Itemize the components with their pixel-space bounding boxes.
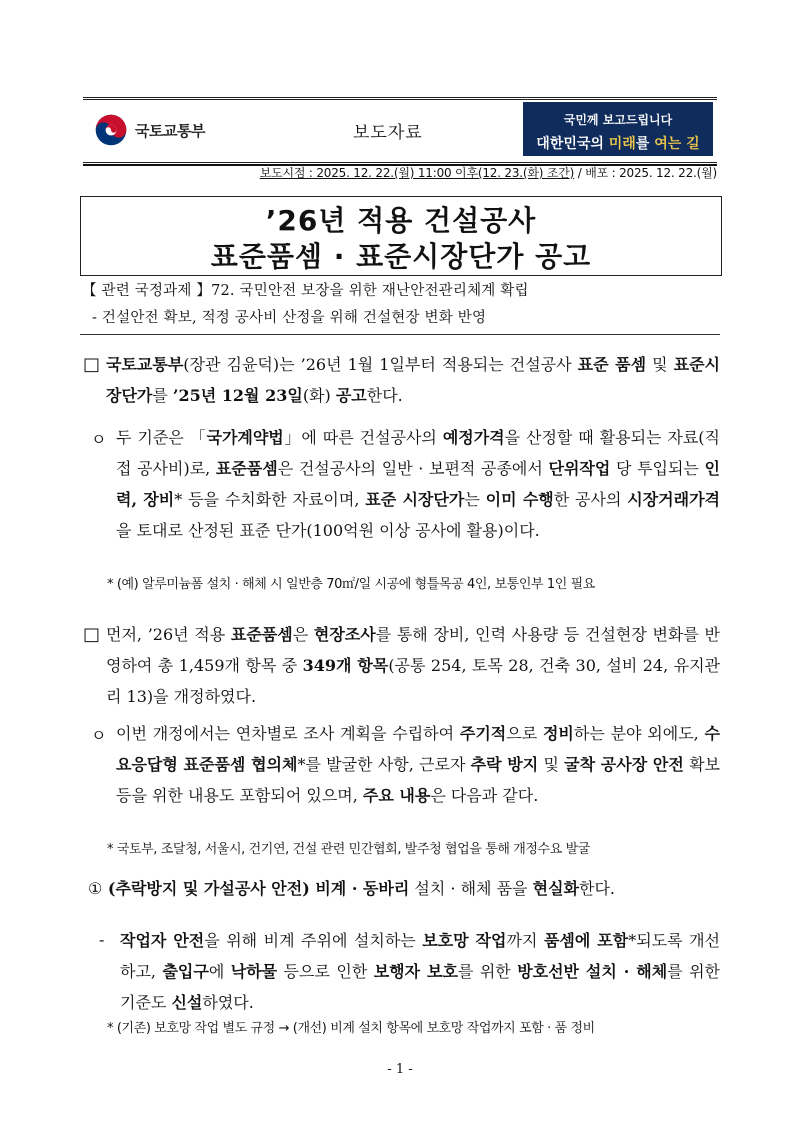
t: 굴착 공사장 안전 — [564, 755, 684, 774]
paragraph-definition — [116, 422, 720, 546]
t: 인력, 장비 — [116, 459, 720, 509]
t: 두 기준은 「 — [116, 428, 207, 447]
t: 먼저, ’26년 적용 — [106, 625, 231, 644]
t: 현실화 — [532, 879, 579, 898]
footnote-improvement: * (기존) 보호망 작업 별도 규정 → (개선) 비계 설치 항목에 보호망 작업까지 포함 · 품 정비 — [107, 1021, 595, 1036]
t: (화) — [302, 386, 336, 405]
t: 주기적 — [459, 724, 507, 743]
item-1-heading — [88, 873, 720, 904]
headline-line-2: 표준품셈 · 표준시장단가 공고 — [210, 240, 592, 273]
paragraph-scaffolding — [120, 925, 720, 1018]
t: 에 — [208, 962, 231, 981]
badge-b2: 미래 — [608, 136, 636, 152]
t: 방호선반 설치 · 해체 — [517, 962, 668, 981]
t: 표준품셈 — [230, 625, 293, 644]
badge-b3: 를 — [635, 136, 655, 152]
t: 을 산정할 때 활용되는 자료(직접 공사비)로, — [116, 428, 721, 478]
square-bullet: □ — [83, 624, 101, 645]
release-time: 보도시점 : 2025. 12. 22.(월) 11:00 이후(12. 23.(화) 조간) — [259, 166, 575, 180]
taegeuk-icon — [93, 112, 129, 148]
badge-bottom-text — [523, 133, 713, 153]
t: * 등을 수치화한 자료이며, — [174, 490, 366, 509]
t: (추락방지 및 가설공사 안전) 비계 · 동바리 — [102, 879, 410, 898]
t: 공고 — [335, 386, 367, 405]
paragraph-revision — [106, 619, 720, 712]
square-bullet: □ — [83, 354, 101, 375]
footnote-collaboration: * 국토부, 조달청, 서울시, 건기연, 건설 관련 민간협회, 발주청 협업을 통해 개정수요 발굴 — [107, 842, 590, 857]
t: 작업자 안전 — [120, 931, 205, 950]
t: 을 토대로 산정된 표준 단가(100억원 이상 공사에 활용)이다. — [116, 521, 540, 540]
t: 를 위한 기준도 — [120, 962, 720, 1012]
t: 보호망 작업 — [422, 931, 507, 950]
press-release-header — [83, 97, 717, 166]
circle-bullet: ㅇ — [91, 726, 107, 745]
t: 을 위해 비계 주위에 설치하는 — [204, 931, 423, 950]
dash-bullet: - — [99, 930, 105, 949]
t: 표준시장단가 — [106, 355, 720, 405]
t: 은 다음과 같다. — [430, 786, 539, 805]
t: 예정가격 — [442, 428, 505, 447]
t: 시장거래가격 — [627, 490, 721, 509]
t: 으로 — [506, 724, 543, 743]
t: 를 통해 장비, 인력 사용량 등 건설현장 변화를 반영하여 총 1,459개 항목 중 — [106, 625, 720, 675]
t: 품셈에 포함 — [543, 931, 629, 950]
distribution-date: / 배포 : 2025. 12. 22.(월) — [574, 166, 717, 180]
slogan-badge — [523, 102, 713, 156]
t: 하는 분야 외에도, — [573, 724, 705, 743]
t: 및 — [538, 755, 565, 774]
t: 이번 개정에서는 연차별로 조사 계획을 수립하여 — [116, 724, 460, 743]
t: 추락 방지 — [470, 755, 539, 774]
t: 하였다. — [202, 993, 254, 1012]
badge-b1: 대한민국의 — [536, 136, 609, 152]
t: ’25년 12월 23일 — [172, 386, 303, 405]
t: 정비 — [542, 724, 574, 743]
t: 를 — [152, 386, 173, 405]
t: 출입구 — [162, 962, 209, 981]
badge-top-text: 국민께 보고드립니다 — [563, 113, 673, 127]
t: 보행자 보호 — [373, 962, 458, 981]
t: 은 — [292, 625, 314, 644]
ministry-logo — [93, 108, 205, 152]
t: 및 — [646, 355, 674, 374]
related-task-detail: - 건설안전 확보, 적정 공사비 산정을 위해 건설현장 변화 반영 — [92, 310, 487, 326]
t: (장관 김윤덕)는 ’26년 1월 1일부터 적용되는 건설공사 — [183, 355, 578, 374]
headline-line-1: ’26년 적용 건설공사 — [265, 204, 537, 237]
ministry-name: 국토교통부 — [135, 121, 205, 140]
t: 까지 — [506, 931, 544, 950]
badge-b4: 여는 길 — [654, 136, 700, 152]
footnote-example: * (예) 알루미늄폼 설치 · 해체 시 일반층 70㎡/일 시공에 형틀목공 4인, 보통인부 1인 필요 — [107, 577, 595, 592]
t: 이미 수행 — [485, 490, 554, 509]
t: 주요 내용 — [362, 786, 431, 805]
t: 표준품셈 — [215, 459, 278, 478]
t: 낙하물 — [230, 962, 278, 981]
t: 349개 항목 — [302, 656, 389, 675]
t: 한다. — [366, 386, 403, 405]
t: 신설 — [171, 993, 203, 1012]
circle-bullet: ㅇ — [91, 430, 107, 449]
t: 는 — [464, 490, 486, 509]
t: 당 투입되는 — [610, 459, 705, 478]
t: 국토교통부 — [106, 355, 184, 374]
page-number: - 1 - — [387, 1062, 413, 1077]
t: 국가계약법 — [206, 428, 284, 447]
t: *를 발굴한 사항, 근로자 — [297, 755, 471, 774]
related-task: 【 관련 국정과제 】72. 국민안전 보장을 위한 재난안전관리체계 확립 — [82, 283, 529, 299]
t: 현장조사 — [313, 625, 376, 644]
t: 한다. — [578, 879, 615, 898]
t: 단위작업 — [548, 459, 611, 478]
t: 」에 따른 건설공사의 — [283, 428, 443, 447]
t: 수요응답형 표준품셈 협의체 — [116, 724, 720, 774]
t: 표준 시장단가 — [365, 490, 465, 509]
headline-box — [80, 196, 722, 276]
t: 한 공사의 — [553, 490, 628, 509]
t: *되도록 개선하고, — [120, 931, 720, 981]
t: ① — [88, 879, 103, 898]
divider — [80, 334, 720, 335]
header-title: 보도자료 — [353, 123, 423, 143]
t: 설치 · 해체 품을 — [409, 879, 533, 898]
t: 은 건설공사의 일반 · 보편적 공종에서 — [277, 459, 549, 478]
t: 등으로 인한 — [277, 962, 374, 981]
t: 를 위한 — [457, 962, 518, 981]
paragraph-intro — [106, 349, 720, 411]
release-info — [260, 164, 717, 181]
t: (공통 254, 토목 28, 건축 30, 설비 24, 유지관리 13)을 개정하였다. — [106, 656, 720, 706]
t: 표준 품셈 — [577, 355, 647, 374]
t: 확보 등을 위한 내용도 포함되어 있으며, — [116, 755, 720, 805]
paragraph-revision-detail — [116, 718, 720, 811]
